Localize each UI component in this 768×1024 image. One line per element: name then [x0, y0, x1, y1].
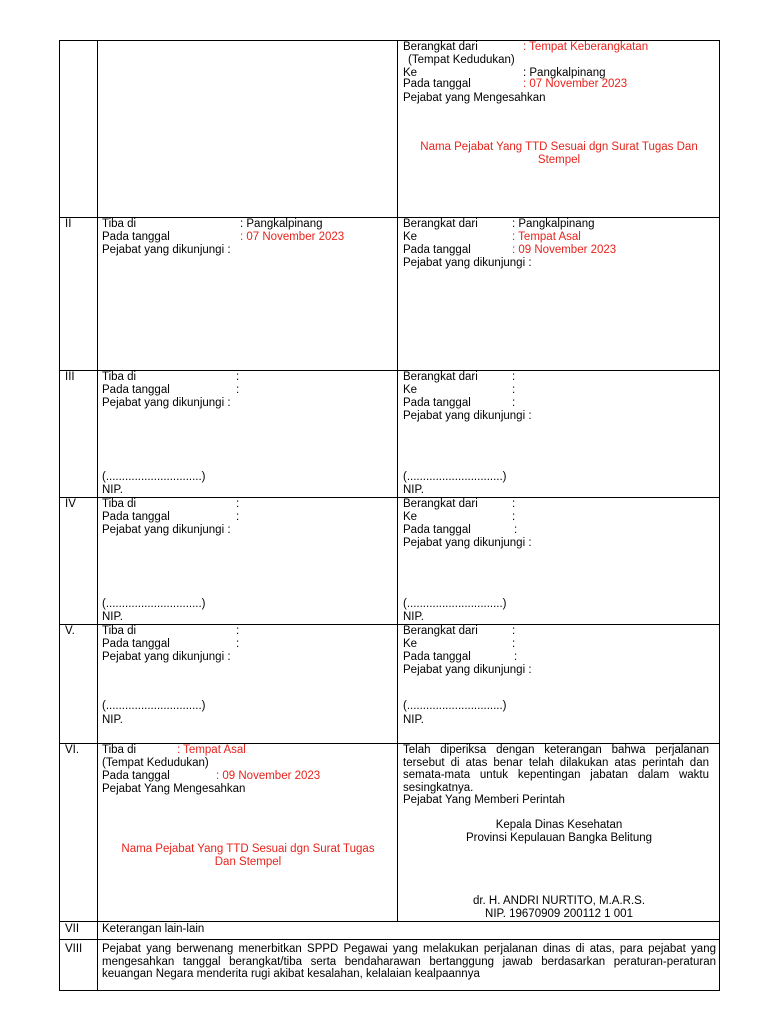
berangkat-dari-label: Berangkat dari	[403, 218, 478, 230]
pada-tanggal-label: Pada tanggal	[403, 78, 471, 90]
nip-label: NIP.	[403, 611, 424, 623]
pejabat-mengesahkan-label: Pejabat yang Mengesahkan	[403, 92, 546, 104]
nip-label: NIP.	[403, 714, 424, 726]
row-1-left-cell	[98, 41, 398, 218]
row-number: IV	[65, 498, 76, 510]
pemberi-perintah-label: Pejabat Yang Memberi Perintah	[403, 794, 565, 806]
row-number: III	[65, 371, 75, 383]
pejabat-dikunjungi-label: Pejabat yang dikunjungi :	[403, 257, 532, 269]
row-7-number-cell	[60, 922, 98, 940]
liability-statement: Pejabat yang berwenang menerbitkan SPPD Pegawai yang melakukan perjalanan dinas di atas, para pejabat yang mengesahkan tanggal berangkat/tiba serta bendaharawan bertanggung jawab berdasarkan peraturan-peraturan keuangan Negara menderita rugi akibat kesalahan, kelalaian kealpaannya	[102, 943, 716, 980]
pada-tanggal-label: Pada tanggal	[102, 770, 170, 782]
verification-statement: Telah diperiksa dengan keterangan bahwa perjalanan tersebut di atas benar telah dilakukan atas perintah dan semata-mata untuk kepentingan jabatan dalam waktu sesingkatnya.	[403, 744, 709, 794]
row-3-right-cell	[398, 371, 720, 498]
nip-label: NIP.	[102, 484, 123, 496]
row-4	[60, 498, 720, 625]
pada-tanggal-value: : 07 November 2023	[523, 78, 628, 90]
tempat-kedudukan-label: (Tempat Kedudukan)	[102, 757, 209, 769]
sppd-form-page	[59, 40, 719, 984]
pada-tanggal-colon: :	[236, 638, 240, 650]
signer-name-placeholder: Nama Pejabat Yang TTD Sesuai dgn Surat Tugas	[121, 843, 375, 855]
pada-tanggal-label: Pada tanggal	[102, 231, 170, 243]
pejabat-dikunjungi-label: Pejabat yang dikunjungi :	[403, 664, 532, 676]
ke-colon: :	[512, 384, 516, 396]
sppd-table	[59, 40, 720, 991]
ke-colon: :	[512, 638, 516, 650]
berangkat-dari-value: : Pangkalpinang	[512, 218, 595, 230]
pada-tanggal-colon: :	[514, 651, 518, 663]
pada-tanggal-label: Pada tanggal	[102, 511, 170, 523]
pada-tanggal-value: : 09 November 2023	[216, 770, 321, 782]
signature-placeholder: (..............................)	[102, 471, 206, 483]
provinsi-title: Provinsi Kepulauan Bangka Belitung	[465, 832, 653, 844]
row-4-left-cell	[98, 498, 398, 625]
berangkat-dari-label: Berangkat dari	[403, 371, 478, 383]
berangkat-dari-colon: :	[512, 625, 516, 637]
berangkat-dari-colon: :	[512, 498, 516, 510]
tiba-di-label: Tiba di	[102, 498, 137, 510]
tiba-di-colon: :	[236, 625, 240, 637]
pada-tanggal-label: Pada tanggal	[403, 524, 471, 536]
row-6-number-cell	[60, 744, 98, 922]
ke-label: Ke	[403, 67, 418, 79]
ke-label: Ke	[403, 638, 418, 650]
berangkat-dari-value: : Tempat Keberangkatan	[523, 41, 649, 53]
signature-placeholder: (..............................)	[102, 700, 206, 712]
row-number: VI.	[65, 744, 80, 756]
tiba-di-value: : Tempat Asal	[177, 744, 246, 756]
row-6-right-cell	[398, 744, 720, 922]
row-6	[60, 744, 720, 922]
row-4-right-cell	[398, 498, 720, 625]
pejabat-dikunjungi-label: Pejabat yang dikunjungi :	[102, 397, 231, 409]
row-8-number-cell	[60, 940, 98, 991]
tiba-di-value: : Pangkalpinang	[240, 218, 323, 230]
tiba-di-label: Tiba di	[102, 371, 137, 383]
row-1-number-cell	[60, 41, 98, 218]
nip-label: NIP.	[102, 611, 123, 623]
pejabat-dikunjungi-label: Pejabat yang dikunjungi :	[403, 537, 532, 549]
pejabat-mengesahkan-label: Pejabat Yang Mengesahkan	[102, 783, 246, 795]
row-8	[60, 940, 720, 991]
row-2	[60, 218, 720, 371]
signature-placeholder: (..............................)	[403, 471, 507, 483]
signer-name-placeholder: Nama Pejabat Yang TTD Sesuai dgn Surat Tugas Dan	[420, 141, 698, 153]
pada-tanggal-colon: :	[236, 384, 240, 396]
pada-tanggal-colon: :	[514, 524, 518, 536]
row-5-right-cell	[398, 625, 720, 744]
official-nip: NIP. 19670909 200112 1 001	[485, 908, 633, 920]
ke-value: : Tempat Asal	[512, 231, 581, 243]
pada-tanggal-value: : 09 November 2023	[512, 244, 617, 256]
pejabat-dikunjungi-label: Pejabat yang dikunjungi :	[102, 524, 231, 536]
pada-tanggal-label: Pada tanggal	[102, 638, 170, 650]
ke-colon: :	[512, 511, 516, 523]
berangkat-dari-label: Berangkat dari	[403, 625, 478, 637]
row-2-left-cell	[98, 218, 398, 371]
pada-tanggal-label: Pada tanggal	[403, 244, 471, 256]
row-1	[60, 41, 720, 218]
pada-tanggal-value: : 07 November 2023	[240, 231, 345, 243]
pada-tanggal-label: Pada tanggal	[102, 384, 170, 396]
row-number: VII	[65, 923, 80, 935]
official-name: dr. H. ANDRI NURTITO, M.A.R.S.	[472, 895, 646, 907]
signature-placeholder: (..............................)	[403, 700, 507, 712]
row-number: VIII	[65, 943, 83, 955]
signer-name-placeholder-cont: Stempel	[537, 154, 581, 166]
row-3-left-cell	[98, 371, 398, 498]
row-1-right-cell	[398, 41, 720, 218]
nip-label: NIP.	[403, 484, 424, 496]
pada-tanggal-label: Pada tanggal	[403, 397, 471, 409]
row-7	[60, 922, 720, 940]
keterangan-label: Keterangan lain-lain	[102, 923, 205, 935]
kepala-dinas-title: Kepala Dinas Kesehatan	[495, 819, 623, 831]
tiba-di-colon: :	[236, 371, 240, 383]
pada-tanggal-colon: :	[236, 511, 240, 523]
row-2-number-cell	[60, 218, 98, 371]
ke-label: Ke	[403, 511, 418, 523]
signer-name-placeholder-cont: Dan Stempel	[214, 856, 282, 868]
row-5	[60, 625, 720, 744]
row-5-left-cell	[98, 625, 398, 744]
row-number: V.	[65, 625, 75, 637]
pejabat-dikunjungi-label: Pejabat yang dikunjungi :	[102, 651, 231, 663]
ke-label: Ke	[403, 231, 418, 243]
berangkat-dari-label: Berangkat dari	[403, 498, 478, 510]
row-5-number-cell	[60, 625, 98, 744]
row-6-left-cell	[98, 744, 398, 922]
signature-placeholder: (..............................)	[403, 598, 507, 610]
tiba-di-label: Tiba di	[102, 218, 137, 230]
pejabat-dikunjungi-label: Pejabat yang dikunjungi :	[403, 410, 532, 422]
tempat-kedudukan-label: (Tempat Kedudukan)	[408, 54, 515, 66]
row-8-content-cell	[98, 940, 720, 991]
signature-placeholder: (..............................)	[102, 598, 206, 610]
berangkat-dari-colon: :	[512, 371, 516, 383]
row-4-number-cell	[60, 498, 98, 625]
pada-tanggal-colon: :	[512, 397, 516, 409]
row-number: II	[65, 218, 72, 230]
row-7-content-cell	[98, 922, 720, 940]
pejabat-dikunjungi-label: Pejabat yang dikunjungi :	[102, 244, 231, 256]
nip-label: NIP.	[102, 714, 123, 726]
ke-label: Ke	[403, 384, 418, 396]
ke-value: : Pangkalpinang	[523, 67, 606, 79]
tiba-di-label: Tiba di	[102, 625, 137, 637]
row-3-number-cell	[60, 371, 98, 498]
tiba-di-colon: :	[236, 498, 240, 510]
pada-tanggal-label: Pada tanggal	[403, 651, 471, 663]
row-2-right-cell	[398, 218, 720, 371]
row-3	[60, 371, 720, 498]
tiba-di-label: Tiba di	[102, 744, 137, 756]
berangkat-dari-label: Berangkat dari	[403, 41, 478, 53]
